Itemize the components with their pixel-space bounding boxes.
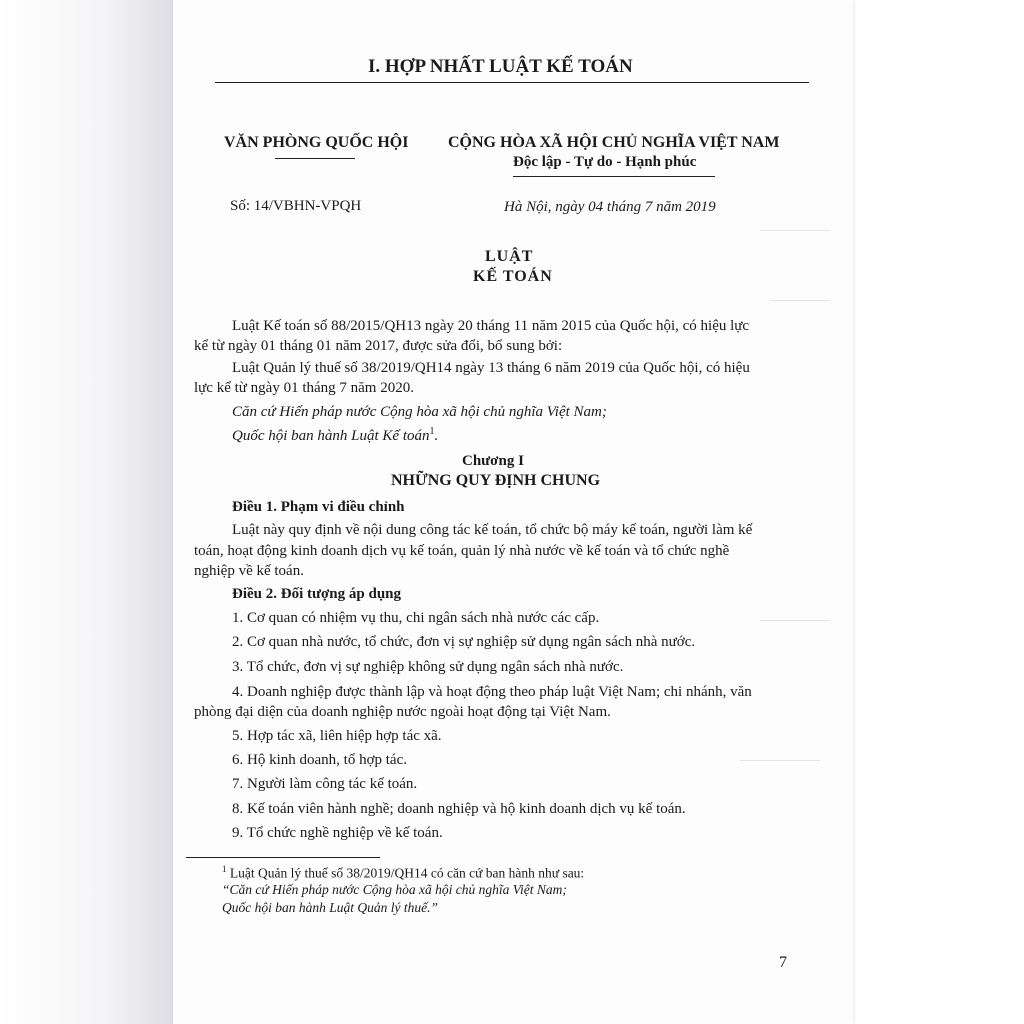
article-text-line: toán, hoạt động kinh doanh dịch vụ kế toán, quản lý nhà nước về kế toán và tổ chức nghề [194,543,730,559]
article-text-line: Luật này quy định về nội dung công tác kế toán, tổ chức bộ máy kế toán, người làm kế [232,522,753,538]
preamble-line: lực kể từ ngày 01 tháng 7 năm 2020. [194,380,414,396]
background [852,0,1024,1024]
bleed-through-mark [760,230,830,231]
footnote-marker: 1 [222,864,227,874]
footnote-line: “Căn cứ Hiến pháp nước Cộng hòa xã hội chủ nghĩa Việt Nam; [222,882,567,897]
book-gutter-shadow [0,0,178,1024]
legal-basis-line: Căn cứ Hiến pháp nước Cộng hòa xã hội chủ nghĩa Việt Nam; [232,404,607,420]
article-heading: Điều 2. Đối tượng áp dụng [232,586,402,602]
footnote-line: Quốc hội ban hành Luật Quản lý thuế.” [222,900,438,915]
list-item: phòng đại diện của doanh nghiệp nước ngoài hoạt động tại Việt Nam. [194,704,611,720]
list-item: 6. Hộ kinh doanh, tổ hợp tác. [232,752,407,768]
list-item: 3. Tổ chức, đơn vị sự nghiệp không sử dụng ngân sách nhà nước. [232,659,624,675]
law-title-line-2: KẾ TOÁN [473,268,553,285]
list-item: 8. Kế toán viên hành nghề; doanh nghiệp và hộ kinh doanh dịch vụ kế toán. [232,801,686,817]
nation-name: CỘNG HÒA XÃ HỘI CHỦ NGHĨA VIỆT NAM [448,134,780,151]
preamble-line: kể từ ngày 01 tháng 01 năm 2017, được sửa đổi, bổ sung bởi: [194,338,563,354]
document-number: Số: 14/VBHN-VPQH [230,198,362,214]
issuer-underline [275,158,355,159]
footnote-text: Luật Quản lý thuế số 38/2019/QH14 có căn cứ ban hành như sau: [229,865,585,881]
article-heading: Điều 1. Phạm vi điều chỉnh [232,499,405,515]
chapter-name: NHỮNG QUY ĐỊNH CHUNG [391,472,601,489]
legal-basis-line: Quốc hội ban hành Luật Kế toán$^1$. [232,426,439,444]
list-item: 9. Tổ chức nghề nghiệp về kế toán. [232,825,443,841]
preamble-line: Luật Quản lý thuế số 38/2019/QH14 ngày 13 tháng 6 năm 2019 của Quốc hội, có hiệu [232,360,750,376]
article-text-line: nghiệp về kế toán. [194,563,304,579]
list-item: 4. Doanh nghiệp được thành lập và hoạt động theo pháp luật Việt Nam; chi nhánh, văn [232,684,752,700]
list-item: 7. Người làm công tác kế toán. [232,776,418,792]
national-motto: Độc lập - Tự do - Hạnh phúc [513,154,697,170]
list-item: 1. Cơ quan có nhiệm vụ thu, chi ngân sách nhà nước các cấp. [232,610,600,626]
preamble-line: Luật Kế toán số 88/2015/QH13 ngày 20 tháng 11 năm 2015 của Quốc hội, có hiệu lực [232,318,750,334]
legal-basis-text: Quốc hội ban hành Luật Kế toán [232,428,430,444]
list-item: 2. Cơ quan nhà nước, tổ chức, đơn vị sự nghiệp sử dụng ngân sách nhà nước. [232,634,696,650]
motto-underline [513,176,715,177]
law-title-line-1: LUẬT [485,248,534,265]
section-title: I. HỢP NHẤT LUẬT KẾ TOÁN [368,56,633,77]
chapter-label: Chương I [462,453,524,469]
place-and-date: Hà Nội, ngày 04 tháng 7 năm 2019 [504,199,716,215]
list-item: 5. Hợp tác xã, liên hiệp hợp tác xã. [232,728,442,744]
footnote-reference: 1 [429,426,435,437]
title-rule [215,82,809,83]
issuer-name: VĂN PHÒNG QUỐC HỘI [224,134,409,151]
page-number: 7 [779,954,787,971]
bleed-through-mark [740,760,820,761]
footnote-line [222,864,584,882]
bleed-through-mark [760,620,830,621]
footnote-separator [186,857,380,858]
bleed-through-mark [770,300,830,301]
